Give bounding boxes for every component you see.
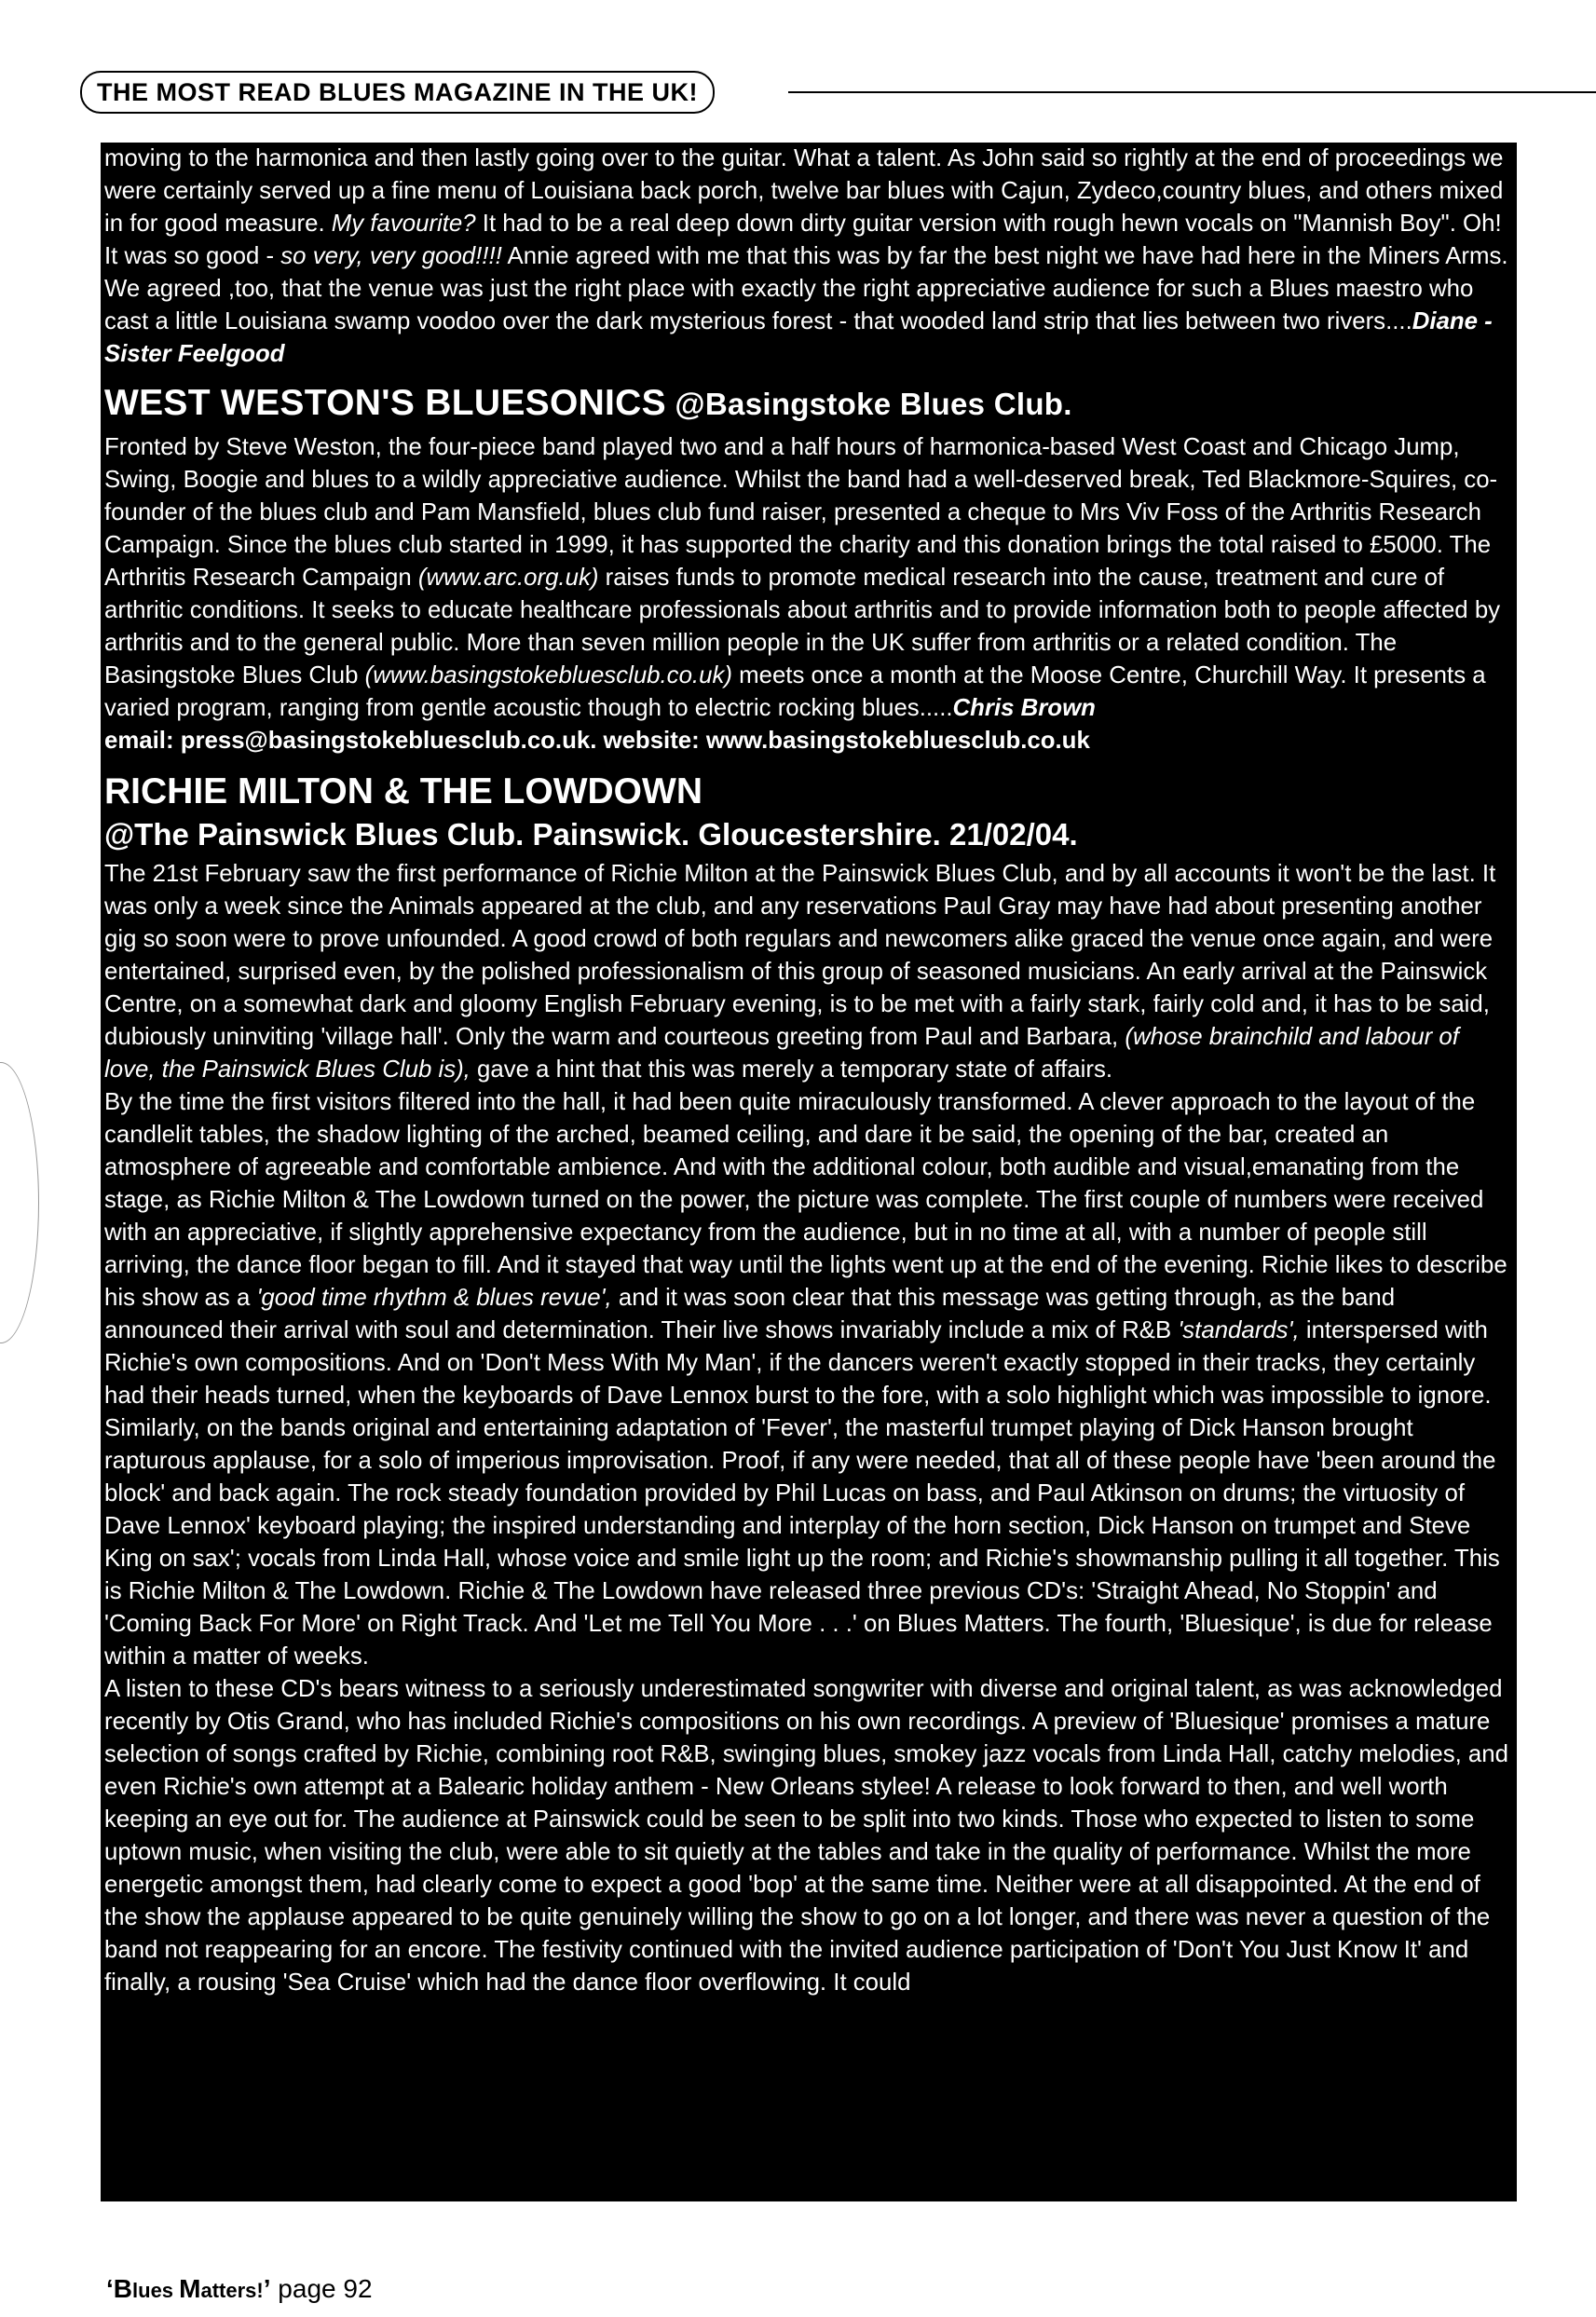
page-number: page 92: [278, 2274, 373, 2303]
arc-url: (www.arc.org.uk): [417, 565, 599, 591]
article-block: [101, 143, 1517, 2201]
venue-name: @Basingstoke Blues Club.: [665, 387, 1072, 421]
favourite-label: My favourite?: [331, 211, 476, 237]
page-footer: [106, 2273, 373, 2307]
review-body: Fronted by Steve Weston, the four-piece band played two and a half hours of harmonica-based West Coast and Chicago Jump, Swing, Boogie and blues to a wildly appreciative audience. Whilst the band had a well-deserved break, Ted Blackmore-Squires, co-founder of the blues club and Pam Mansfield, blues club fund raiser, presented a cheque to Mrs Viv Foss of the Arthritis Research Campaign. Since the blues club started in 1999, it has supported the charity and this donation brings the total raised to £5000. The Arthritis Research Campaign (www.arc.org.uk) raises funds to promote medical research into the cause, treatment and cure of arthritic conditions. It seeks to educate healthcare professionals about arthritis and to provide information both to people affected by arthritis and to the general public. More than seven million people in the UK suffer from arthritis or a related condition. The Basingstoke Blues Club (www.basingstokebluesclub.co.uk) meets once a month at the Moose Centre, Churchill Way. It presents a varied program, ranging from gentle acoustic though to electric rocking blues.....Chris Brown: [104, 434, 1501, 721]
magazine-name: ‘Blues Matters!’: [106, 2274, 271, 2303]
review-paragraph: The 21st February saw the first performance of Richie Milton at the Painswick Blues Club, and by all accounts it won't be the last. It was only a week since the Animals appeared at the club, and any reservations Paul Gray may have had about presenting another gig so soon were to prove unfounded. A good crowd of both regulars and newcomers alike graced the venue once again, and were entertained, surprised even, by the polished professionalism of this group of seasoned musicians. An early arrival at the Painswick Centre, on a somewhat dark and gloomy English February evening, is to be met with a fairly stark, fairly cold and, it has to be said, dubiously uninviting 'village hall'. Only the warm and courteous greeting from Paul and Barbara, (whose brainchild and labour of love, the Painswick Blues Club is), gave a hint that this was merely a temporary state of affairs.: [104, 861, 1496, 1083]
club-url: (www.basingstokebluesclub.co.uk): [364, 662, 732, 688]
review-paragraph: A listen to these CD's bears witness to a seriously underestimated songwriter with diverse and original talent, as was acknowledged recently by Otis Grand, who has included Richie's compositions on his own recordings. A preview of 'Bluesique' promises a mature selection of songs crafted by Richie, combining root R&B, swinging blues, smokey jazz vocals from Linda Hall, catchy melodies, and even Richie's own attempt at a Balearic holiday anthem - New Orleans stylee! A release to look forward to then, and well worth keeping an eye out for. The audience at Painswick could be seen to be split into two kinds. Those who expected to listen to some uptown music, when visiting the club, were able to sit quietly at the tables and take in the quality of performance. Whilst the more energetic amongst them, had clearly come to expect a good 'bop' at the same time. Neither were at all disappointed. At the end of the show the applause appeared to be quite genuinely willing the show to go on a lot longer, and there was never a question of the band not reappearing for an encore. The festivity continued with the invited audience participation of 'Don't You Just Know It' and finally, a rousing 'Sea Cruise' which had the dance floor overflowing. It could: [104, 1676, 1508, 1996]
review-paragraph: By the time the first visitors filtered into the hall, it had been quite miraculously transformed. A clever approach to the layout of the candlelit tables, the shadow lighting of the arched, beamed ceiling, and dare it be said, the opening of the bar, created an atmosphere of agreeable and comfortable ambience. And with the additional colour, both audible and visual,emanating from the stage, as Richie Milton & The Lowdown turned on the power, the picture was complete. The first couple of numbers were received with an appreciative, if slightly apprehensive expectancy from the audience, but in no time at all, with a number of people still arriving, the dance floor began to fill. And it stayed that way until the lights went up at the end of the evening. Richie likes to describe his show as a 'good time rhythm & blues revue', and it was soon clear that this message was getting through, as the band announced their arrival with soul and determination. Their live shows invariably include a mix of R&B 'standards', interspersed with Richie's own compositions. And on 'Don't Mess With My Man', if the dancers weren't exactly stopped in their tracks, they certainly had their heads turned, when the keyboards of Dave Lennox burst to the fore, with a solo highlight which was impossible to ignore. Similarly, on the bands original and entertaining adaptation of 'Fever', the masterful trumpet playing of Dick Hanson brought rapturous applause, for a solo of imperious improvisation. Proof, if any were needed, that all of these people have 'been around the block' and back again. The rock steady foundation provided by Phil Lucas on bass, and Paul Atkinson on drums; the virtuosity of Dave Lennox' keyboard playing; the inspired understanding and interplay of the horn section, Dick Hanson on trumpet and Steve King on sax'; vocals from Linda Hall, whose voice and smile light up the room; and Richie's showmanship pulling it all together. This is Richie Milton & The Lowdown. Richie & The Lowdown have released three previous CD's: 'Straight Ahead, No Stoppin' and 'Coming Back For More' on Right Track. And 'Let me Tell You More . . .' on Blues Matters. The fourth, 'Bluesique', is due for release within a matter of weeks.: [104, 1089, 1507, 1670]
contact-line: email: press@basingstokebluesclub.co.uk. website: www.basingstokebluesclub.co.uk: [104, 728, 1090, 754]
emphasis-text: so very, very good!!!!: [280, 243, 502, 269]
band-name: WEST WESTON'S BLUESONICS: [104, 383, 666, 423]
header-rule: [788, 91, 1596, 93]
venue-subheading: @The Painswick Blues Club. Painswick. Gloucestershire. 21/02/04.: [104, 817, 1078, 852]
review-continued: moving to the harmonica and then lastly going over to the guitar. What a talent. As John said so rightly at the end of proceedings we were certainly served up a fine menu of Louisiana back porch, twelve bar blues with Cajun, Zydeco,country blues, and others mixed in for good measure. My favourite? It had to be a real deep down dirty guitar version with rough hewn vocals on "Mannish Boy". Oh! It was so good - so very, very good!!!! Annie agreed with me that this was by far the best night we have had here in the Miners Arms. We agreed ,too, that the venue was just the right place with exactly the right appreciative audience for such a Blues maestro who cast a little Louisiana swamp voodoo over the dark mysterious forest - that wooded land strip that lies between two rivers....Diane - Sister Feelgood: [104, 145, 1508, 367]
page-header: [80, 68, 1596, 115]
scan-edge-mark: [0, 1062, 39, 1343]
review-signature: Chris Brown: [952, 695, 1096, 721]
magazine-tagline: THE MOST READ BLUES MAGAZINE IN THE UK!: [80, 71, 715, 114]
review-heading: [104, 382, 1513, 426]
review-signature: Diane - Sister Feelgood: [104, 308, 1493, 367]
review-heading: RICHIE MILTON & THE LOWDOWN: [104, 771, 703, 811]
